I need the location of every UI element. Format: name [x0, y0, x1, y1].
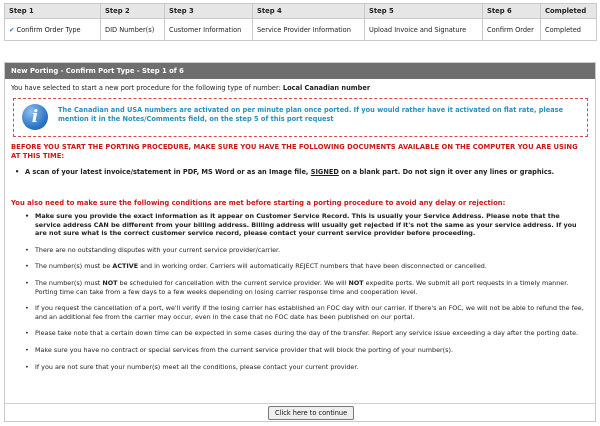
- conditions-list: [25, 212, 587, 371]
- conditions-warning: You also need to make sure the following conditions are met before starting a porting procedure to avoid any delay or rejection:: [11, 199, 506, 207]
- condition-item: • Please take note that a certain down time can be expected in some cases during the day of the transfer. Report any service issue exceeding a day after the porting date.: [25, 329, 579, 338]
- step-4-header: Step 4: [253, 4, 365, 19]
- condition-item: • The number(s) must be ACTIVE and in working order. Carriers will automatically REJECT numbers that have been disconnected or cancelled.: [25, 262, 487, 271]
- intro-text: You have selected to start a new port procedure for the following type of number: Local Canadian number: [11, 84, 371, 92]
- step-3-header: Step 3: [165, 4, 253, 19]
- confirm-port-type-panel: [4, 62, 596, 422]
- step-5-cell: Upload Invoice and Signature: [365, 19, 483, 41]
- steps-row: [5, 19, 597, 41]
- condition-item: • Make sure you provide the exact information as it appear on Customer Service Record. This is usually your Service Address. Please note that the service address CAN be different from your billing address. Billing address will usually get rejected if it's not the same as your service address. If you are not sure what is the correct customer service record, please contact your current service provider before proceeding.: [25, 212, 577, 238]
- step-5-header: Step 5: [365, 4, 483, 19]
- checkmark-icon: ✔: [9, 25, 15, 34]
- completed-header: Completed: [541, 4, 597, 19]
- condition-item: • Make sure you have no contract or special services from the current service provider that will block the porting of your number(s).: [25, 345, 453, 354]
- condition-item: • There are no outstanding disputes with your current service provider/carrier.: [25, 245, 281, 254]
- documents-item: • A scan of your latest invoice/statement in PDF, MS Word or as an Image file, SIGNED on a blank part. Do not sign it over any lines or graphics.: [15, 168, 555, 176]
- step-6-header: Step 6: [483, 4, 541, 19]
- condition-item: • If you are not sure that your number(s) meet all the conditions, please contact your current provider.: [25, 362, 359, 371]
- documents-warning: BEFORE YOU START THE PORTING PROCEDURE, MAKE SURE YOU HAVE THE FOLLOWING DOCUMENTS AVAILABLE ON THE COMPUTER YOU ARE USING AT THIS TIME:: [11, 143, 578, 160]
- step-1-header: Step 1: [5, 4, 101, 19]
- bullet: •: [15, 168, 20, 176]
- signed-text: SIGNED: [310, 168, 339, 176]
- step-2-cell: DID Number(s): [101, 19, 165, 41]
- condition-item: • If you request the cancellation of a port, we'll verify if the losing carrier has established an FOC day with our carrier. If there's an FOC, we will not be able to refund the fee, and an additional fee from the carrier may occur, even in the case that no FOC date has been published on our portal.: [25, 304, 584, 321]
- step-2-header: Step 2: [101, 4, 165, 19]
- steps-header-row: [5, 4, 597, 19]
- condition-item: • The number(s) must NOT be scheduled for cancellation with the current service provider. We will NOT expedite ports. We submit all port requests in a timely manner. Porting time can take from a few days to a few weeks depending on losing carrier response time and cooperation level.: [25, 278, 569, 296]
- completed-cell: Completed: [541, 19, 597, 41]
- info-notice: [13, 98, 588, 137]
- panel-title: New Porting - Confirm Port Type - Step 1 of 6: [5, 63, 595, 79]
- info-text: The Canadian and USA numbers are activated on per minute plan once ported. If you would rather have it activated on flat rate, please mention it in the Notes/Comments field, on the step 5 of this port request: [58, 106, 564, 123]
- number-type: Local Canadian number: [282, 84, 371, 92]
- divider: [5, 403, 595, 404]
- step-3-cell: Customer Information: [165, 19, 253, 41]
- step-1-label: Confirm Order Type: [16, 25, 81, 34]
- continue-button[interactable]: Click here to continue: [268, 406, 354, 420]
- step-4-cell: Service Provider Information: [253, 19, 365, 41]
- step-6-cell: Confirm Order: [483, 19, 541, 41]
- step-1-cell: [5, 19, 101, 41]
- info-icon: i: [22, 104, 48, 130]
- steps-table: [4, 3, 597, 41]
